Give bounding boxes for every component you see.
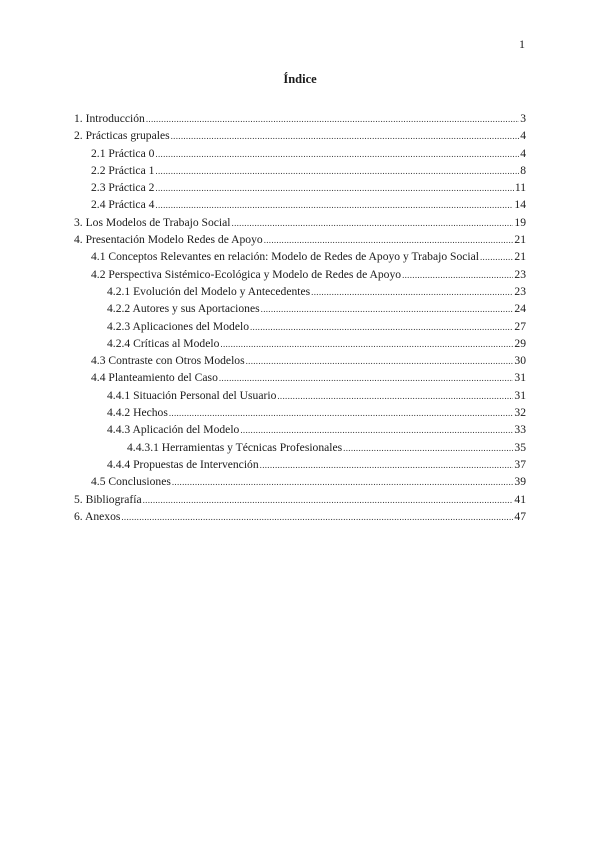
dot-leader — [155, 180, 513, 197]
toc-entry-text: 4. Presentación Modelo Redes de Apoyo — [74, 233, 263, 247]
toc-entry-page: 3 — [520, 112, 526, 125]
dot-leader — [343, 440, 513, 457]
dot-leader — [219, 370, 514, 387]
toc-entry-page: 35 — [514, 440, 526, 454]
dot-leader — [155, 197, 513, 214]
toc-entry-page: 11 — [514, 181, 526, 195]
toc-entry-text: 4.2.2 Autores y sus Aportaciones — [107, 302, 260, 316]
toc-entry[interactable] — [74, 439, 526, 456]
toc-entry-page: 4 — [520, 129, 526, 143]
dot-leader — [155, 146, 519, 163]
toc-entry[interactable] — [74, 162, 526, 179]
toc-entry-page: 39 — [514, 475, 526, 489]
dot-leader — [171, 128, 520, 145]
toc-entry-page: 41 — [514, 492, 526, 506]
toc-entry[interactable] — [74, 491, 526, 508]
toc-entry-text: 4.4.3.1 Herramientas y Técnicas Profesionales — [127, 440, 343, 454]
toc-entry-text: 6. Anexos — [74, 509, 121, 523]
toc-entry-page: 8 — [520, 163, 526, 177]
toc-entry[interactable] — [74, 231, 526, 248]
toc-entry-page: 37 — [514, 457, 526, 471]
toc-entry[interactable] — [74, 473, 526, 490]
dot-leader — [172, 474, 514, 491]
dot-leader — [143, 492, 514, 509]
toc-entry-text: 2.2 Práctica 1 — [91, 163, 155, 177]
toc-entry-text: 4.2 Perspectiva Sistémico-Ecológica y Modelo de Redes de Apoyo — [91, 267, 402, 281]
toc-entry[interactable] — [74, 387, 526, 404]
toc-entry-text: 4.4.1 Situación Personal del Usuario — [107, 388, 277, 402]
toc-entry-text: 3. Los Modelos de Trabajo Social — [74, 215, 231, 229]
page-number: 1 — [519, 37, 525, 51]
toc-entry[interactable] — [74, 335, 526, 352]
toc-entry-text: 2.3 Práctica 2 — [91, 181, 155, 195]
dot-leader — [480, 249, 513, 266]
dot-leader — [155, 163, 519, 180]
toc-entry-text: 4.2.4 Críticas al Modelo — [107, 336, 220, 350]
toc-entry-page: 33 — [514, 423, 526, 437]
dot-leader — [121, 509, 513, 526]
dot-leader — [261, 301, 514, 318]
dot-leader — [250, 319, 513, 336]
toc-entry-text: 1. Introducción — [74, 112, 145, 125]
dot-leader — [169, 405, 514, 422]
toc-entry[interactable] — [74, 196, 526, 213]
toc-entry[interactable] — [74, 248, 526, 265]
toc-entry[interactable] — [74, 369, 526, 386]
toc-entry-text: 2.4 Práctica 4 — [91, 198, 155, 212]
toc-entry[interactable] — [74, 456, 526, 473]
toc-entry[interactable] — [74, 421, 526, 438]
table-of-contents — [74, 110, 526, 525]
toc-entry-page: 30 — [514, 354, 526, 368]
toc-entry[interactable] — [74, 352, 526, 369]
toc-entry[interactable] — [74, 318, 526, 335]
dot-leader — [260, 457, 514, 474]
toc-entry-text: 2.1 Práctica 0 — [91, 146, 155, 160]
dot-leader — [220, 336, 513, 353]
dot-leader — [146, 111, 519, 128]
toc-entry[interactable] — [74, 179, 526, 196]
toc-entry-text: 4.4.2 Hechos — [107, 406, 168, 420]
dot-leader — [246, 353, 514, 370]
toc-entry[interactable] — [74, 266, 526, 283]
toc-entry-page: 47 — [514, 509, 526, 523]
toc-entry-text: 4.4.3 Aplicación del Modelo — [107, 423, 240, 437]
toc-entry[interactable] — [74, 110, 526, 127]
dot-leader — [402, 267, 513, 284]
toc-entry-page: 4 — [520, 146, 526, 160]
toc-entry[interactable] — [74, 283, 526, 300]
toc-entry[interactable] — [74, 404, 526, 421]
toc-entry-text: 5. Bibliografía — [74, 492, 142, 506]
toc-entry-page: 29 — [514, 336, 526, 350]
toc-entry-text: 4.4.4 Propuestas de Intervención — [107, 457, 259, 471]
dot-leader — [277, 388, 513, 405]
toc-entry-page: 21 — [514, 250, 526, 264]
toc-entry[interactable] — [74, 214, 526, 231]
toc-entry-page: 23 — [514, 284, 526, 298]
toc-entry-text: 4.2.3 Aplicaciones del Modelo — [107, 319, 249, 333]
toc-entry-text: 4.5 Conclusiones — [91, 475, 171, 489]
toc-entry-text: 2. Prácticas grupales — [74, 129, 170, 143]
toc-entry-page: 24 — [514, 302, 526, 316]
toc-entry-page: 27 — [514, 319, 526, 333]
toc-entry-page: 23 — [514, 267, 526, 281]
toc-entry-page: 31 — [514, 388, 526, 402]
toc-entry[interactable] — [74, 127, 526, 144]
dot-leader — [240, 422, 513, 439]
toc-entry[interactable] — [74, 300, 526, 317]
page-title: Índice — [283, 72, 317, 86]
dot-leader — [264, 232, 514, 249]
dot-leader — [232, 215, 514, 232]
toc-entry-page: 19 — [514, 215, 526, 229]
toc-entry-page: 31 — [514, 371, 526, 385]
toc-entry-page: 14 — [514, 198, 526, 212]
toc-entry-text: 4.2.1 Evolución del Modelo y Antecedentes — [107, 284, 311, 298]
toc-entry[interactable] — [74, 508, 526, 525]
toc-entry[interactable] — [74, 145, 526, 162]
toc-entry-page: 32 — [514, 406, 526, 420]
toc-entry-text: 4.3 Contraste con Otros Modelos — [91, 354, 245, 368]
toc-entry-text: 4.4 Planteamiento del Caso — [91, 371, 218, 385]
dot-leader — [311, 284, 513, 301]
toc-entry-page: 21 — [514, 233, 526, 247]
toc-entry-text: 4.1 Conceptos Relevantes en relación: Modelo de Redes de Apoyo y Trabajo Social — [91, 250, 479, 264]
